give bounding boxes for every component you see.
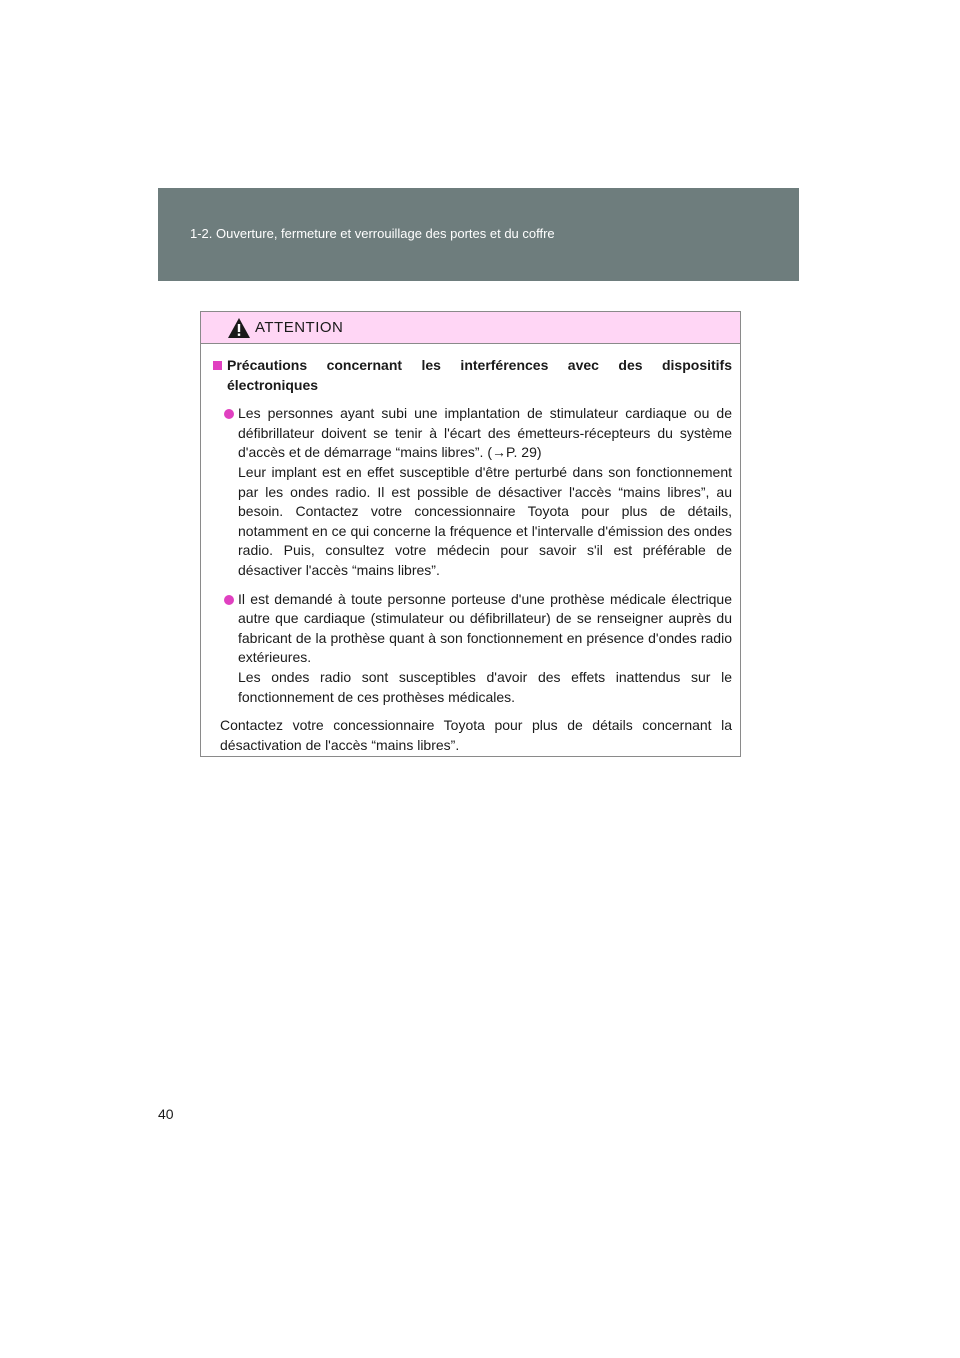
bullet-paragraph: Il est demandé à toute personne porteuse d'une prothèse médicale électrique autre que cardiaque (stimulateur ou défibrillateur) de se renseigner auprès du fabricant de la prothèse quant à son fonctionnement en présence d'ondes radio extérieures.: [238, 590, 732, 666]
section-header-band: [158, 188, 799, 281]
bullet-item-prosthesis: [224, 590, 732, 708]
attention-header: [201, 312, 740, 344]
circle-bullet-icon: [224, 409, 234, 419]
attention-body: [201, 344, 740, 755]
section-heading-text: Précautions concernant les interférences avec des dispositifs électroniques: [227, 357, 732, 393]
section-title: 1-2. Ouverture, fermeture et verrouillage des portes et du coffre: [190, 226, 555, 241]
square-bullet-icon: [213, 361, 222, 370]
attention-title: ATTENTION: [255, 319, 344, 336]
bullet-text: [238, 404, 732, 580]
page-number: 40: [158, 1106, 174, 1122]
section-heading: [213, 356, 732, 395]
bullet-paragraph: Les personnes ayant subi une implantation de stimulateur cardiaque ou de défibrillateur doivent se tenir à l'écart des émetteurs-récepteurs du système d'accès et de démarrage “mains libres”. (→P. 29): [238, 405, 732, 461]
warning-triangle-icon: [227, 317, 251, 339]
bullet-paragraph: Leur implant est en effet susceptible d'être perturbé dans son fonctionnement par les ondes radio. Il est possible de désactiver l'accès “mains libres”, au besoin. Contactez votre concessionnaire Toyota pour plus de détails, notamment en ce qui concerne la fréquence et l'intervalle d'émission des ondes radio. Puis, consultez votre médecin pour savoir s'il est préférable de désactiver l'accès “mains libres”.: [238, 463, 732, 578]
circle-bullet-icon: [224, 595, 234, 605]
closing-paragraph: Contactez votre concessionnaire Toyota pour plus de détails concernant la désactivation de l'accès “mains libres”.: [220, 717, 732, 753]
bullet-item-pacemaker: [224, 404, 732, 580]
bullet-paragraph: Les ondes radio sont susceptibles d'avoir des effets inattendus sur le fonctionnement de ces prothèses médicales.: [238, 668, 732, 705]
attention-box: [200, 311, 741, 757]
bullet-text: [238, 590, 732, 708]
